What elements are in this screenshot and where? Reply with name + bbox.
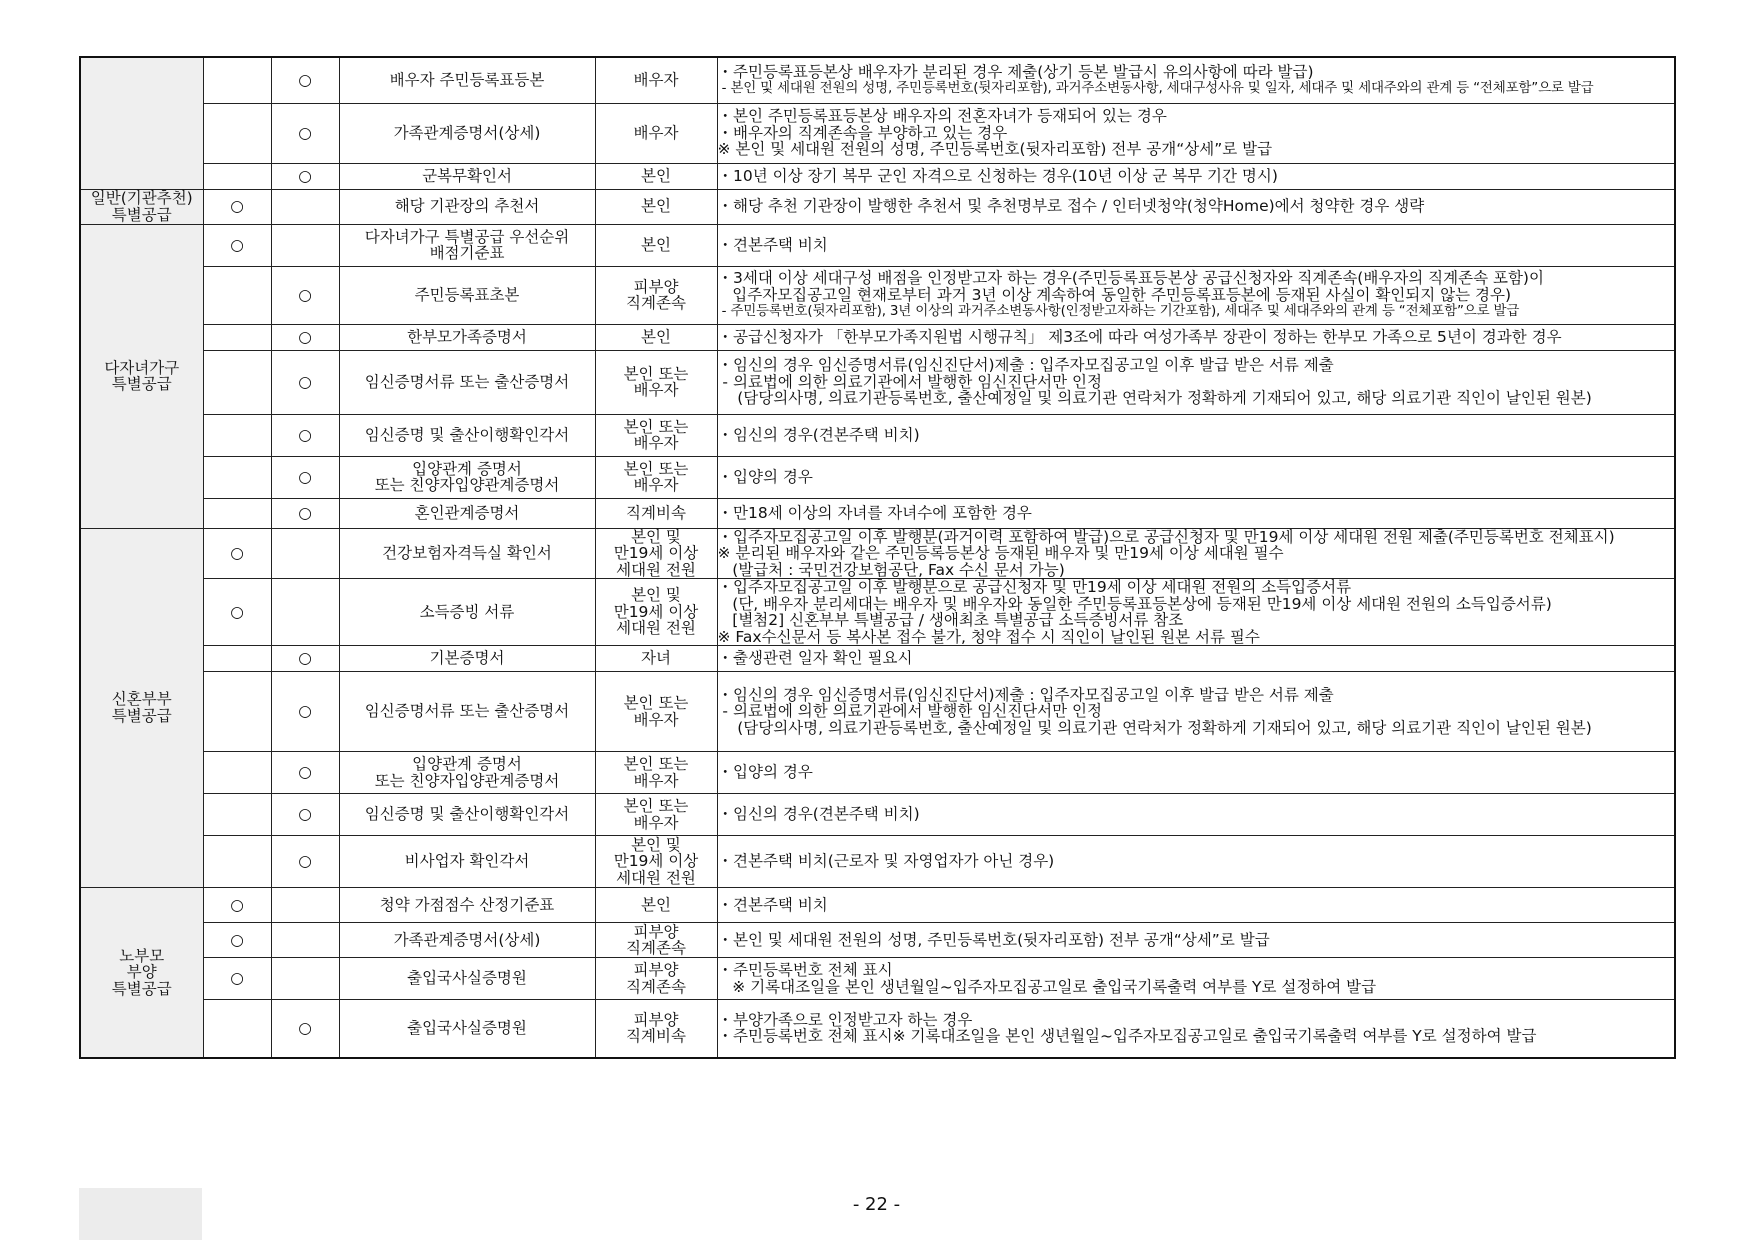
category-label: 특별공급 — [111, 706, 172, 725]
target-person: 본인 — [595, 163, 717, 189]
table-row — [80, 794, 1675, 836]
category-cell — [80, 528, 203, 888]
mark-col-2: ○ — [271, 414, 339, 456]
target-person: 본인 — [595, 189, 717, 224]
document-name: 임신증명 및 출산이행확인각서 — [339, 414, 595, 456]
mark-col-1 — [203, 266, 271, 324]
note-line: ・견본주택 비치 — [717, 235, 828, 254]
table-row — [80, 1000, 1675, 1058]
mark-col-1 — [203, 794, 271, 836]
mark-col-1: ○ — [203, 958, 271, 1000]
note-line: ・만18세 이상의 자녀를 자녀수에 포함한 경우 — [717, 503, 1032, 522]
target-person: 본인 또는 배우자 — [595, 794, 717, 836]
target-person: 본인 및 만19세 이상 세대원 전원 — [595, 836, 717, 888]
note-line: ・출생관련 일자 확인 필요시 — [717, 649, 913, 668]
mark-col-1 — [203, 646, 271, 672]
table-row — [80, 350, 1675, 414]
document-name: 배우자 주민등록표등본 — [339, 57, 595, 103]
note-cell — [717, 57, 1675, 103]
table-row — [80, 456, 1675, 498]
note-line: (담당의사명, 의료기관등록번호, 출산예정일 및 의료기관 연락처가 정확하게 기재되어 있고, 해당 의료기관 직인이 날인된 원본) — [717, 389, 1592, 408]
note-line: - 주민등록번호(뒷자리포함), 3년 이상의 과거주소변동사항(인정받고자하는 기간포함), 세대주 및 세대주와의 관계 등 “전체포함”으로 발급 — [717, 303, 1520, 320]
document-name: 출입국사실증명원 — [339, 1000, 595, 1058]
document-name: 청약 가점점수 산정기준표 — [339, 888, 595, 923]
mark-col-1 — [203, 836, 271, 888]
note-line: ・부양가족으로 인정받고자 하는 경우 — [717, 1010, 973, 1029]
note-line: ・본인 주민등록표등본상 배우자의 전혼자녀가 등재되어 있는 경우 — [717, 107, 1167, 126]
mark-col-2: ○ — [271, 1000, 339, 1058]
mark-col-1: ○ — [203, 224, 271, 266]
category-label: 다자녀가구 — [104, 358, 180, 377]
category-label: 일반(기관추천) — [90, 189, 193, 207]
note-line: ・입양의 경우 — [717, 467, 813, 486]
document-name: 한부모가족증명서 — [339, 324, 595, 350]
document-name: 가족관계증명서(상세) — [339, 103, 595, 163]
note-line: ・임신의 경우(견본주택 비치) — [717, 425, 920, 444]
category-label: 특별공급 — [111, 979, 172, 998]
note-line: - 의료법에 의한 의료기관에서 발행한 임신진단서만 인정 — [717, 702, 1102, 721]
note-line: ・주민등록번호 전체 표시※ 기록대조일을 본인 생년월일~입주자모집공고일로 출입국기록출력 여부를 Y로 설정하여 발급 — [717, 1027, 1537, 1046]
note-line: ・입주자모집공고일 이후 발행분으로 공급신청자 및 만19세 이상 세대원 전원의 소득입증서류 — [717, 578, 1352, 596]
mark-col-1 — [203, 163, 271, 189]
mark-col-2: ○ — [271, 836, 339, 888]
note-line: ・주민등록번호 전체 표시 — [717, 961, 893, 979]
category-cell — [80, 888, 203, 1058]
note-line: ・주민등록표등본상 배우자가 분리된 경우 제출(상기 등본 발급시 유의사항에 따라 발급) — [717, 62, 1314, 81]
target-person: 본인 — [595, 888, 717, 923]
mark-col-1 — [203, 350, 271, 414]
document-name: 군복무확인서 — [339, 163, 595, 189]
table-row — [80, 579, 1675, 646]
note-cell — [717, 794, 1675, 836]
note-cell — [717, 414, 1675, 456]
document-name: 기본증명서 — [339, 646, 595, 672]
mark-col-1 — [203, 498, 271, 528]
mark-col-2: ○ — [271, 672, 339, 752]
mark-col-2: ○ — [271, 456, 339, 498]
target-person: 자녀 — [595, 646, 717, 672]
mark-col-2: ○ — [271, 498, 339, 528]
note-line: ・임신의 경우 임신증명서류(임신진단서)제출 : 입주자모집공고일 이후 발급 받은 서류 제출 — [717, 356, 1334, 375]
mark-col-1 — [203, 1000, 271, 1058]
document-name: 입양관계 증명서 또는 친양자입양관계증명서 — [339, 456, 595, 498]
mark-col-1 — [203, 672, 271, 752]
table-row — [80, 163, 1675, 189]
target-person: 피부양 직계존속 — [595, 923, 717, 958]
document-name: 가족관계증명서(상세) — [339, 923, 595, 958]
note-cell — [717, 836, 1675, 888]
mark-col-1: ○ — [203, 189, 271, 224]
mark-col-2 — [271, 958, 339, 1000]
document-name: 주민등록표초본 — [339, 266, 595, 324]
mark-col-2 — [271, 528, 339, 579]
page-number: - 22 - — [852, 1194, 901, 1215]
target-person: 직계비속 — [595, 498, 717, 528]
document-name: 건강보험자격득실 확인서 — [339, 528, 595, 579]
table-row — [80, 958, 1675, 1000]
document-name: 다자녀가구 특별공급 우선순위 배점기준표 — [339, 224, 595, 266]
mark-col-2 — [271, 923, 339, 958]
note-line: (담당의사명, 의료기관등록번호, 출산예정일 및 의료기관 연락처가 정확하게 기재되어 있고, 해당 의료기관 직인이 날인된 원본) — [717, 718, 1592, 737]
note-cell — [717, 646, 1675, 672]
note-line: ・입양의 경우 — [717, 763, 813, 782]
table-row — [80, 266, 1675, 324]
target-person: 본인 — [595, 224, 717, 266]
document-name: 혼인관계증명서 — [339, 498, 595, 528]
note-cell — [717, 324, 1675, 350]
document-name: 소득증빙 서류 — [339, 579, 595, 646]
target-person: 본인 또는 배우자 — [595, 752, 717, 794]
table-row — [80, 224, 1675, 266]
target-person: 본인 및 만19세 이상 세대원 전원 — [595, 579, 717, 646]
mark-col-2: ○ — [271, 324, 339, 350]
table-row — [80, 672, 1675, 752]
note-cell — [717, 958, 1675, 1000]
note-line: ・본인 및 세대원 전원의 성명, 주민등록번호(뒷자리포함) 전부 공개“상세”로 발급 — [717, 930, 1270, 949]
target-person: 피부양 직계비속 — [595, 1000, 717, 1058]
document-name: 입양관계 증명서 또는 친양자입양관계증명서 — [339, 752, 595, 794]
target-person: 피부양 직계존속 — [595, 958, 717, 1000]
note-line: ・10년 이상 장기 복무 군인 자격으로 신청하는 경우(10년 이상 군 복무 기간 명시) — [717, 166, 1278, 185]
note-cell — [717, 350, 1675, 414]
table-row — [80, 646, 1675, 672]
note-line: ・공급신청자가 「한부모가족지원법 시행규칙」 제3조에 따라 여성가족부 장관이 정하는 한부모 가족으로 5년이 경과한 경우 — [717, 327, 1562, 346]
table-row — [80, 923, 1675, 958]
document-name: 임신증명서류 또는 출산증명서 — [339, 672, 595, 752]
target-person: 본인 또는 배우자 — [595, 414, 717, 456]
table-row — [80, 324, 1675, 350]
document-name: 출입국사실증명원 — [339, 958, 595, 1000]
note-line: ・배우자의 직계존속을 부양하고 있는 경우 — [717, 123, 1008, 142]
note-cell — [717, 103, 1675, 163]
note-cell — [717, 579, 1675, 646]
note-cell — [717, 752, 1675, 794]
note-line: - 본인 및 세대원 전원의 성명, 주민등록번호(뒷자리포함), 과거주소변동사항, 세대구성사유 및 일자, 세대주 및 세대주와의 관계 등 “전체포함”으로 발급 — [717, 80, 1594, 97]
note-cell — [717, 888, 1675, 923]
category-label: 특별공급 — [111, 205, 172, 224]
note-line: (발급처 : 국민건강보험공단, Fax 수신 문서 가능) — [717, 560, 1065, 579]
note-cell — [717, 224, 1675, 266]
note-line: (단, 배우자 분리세대는 배우자 및 배우자와 동일한 주민등록표등본상에 등재된 만19세 이상 세대원 전원의 소득입증서류) — [717, 594, 1552, 613]
category-label: 부양 — [126, 963, 157, 981]
mark-col-1 — [203, 414, 271, 456]
note-cell — [717, 923, 1675, 958]
note-line: ・3세대 이상 세대구성 배점을 인정받고자 하는 경우(주민등록표등본상 공급신청자와 직계존속(배우자의 직계존속 포함)이 — [717, 269, 1544, 288]
mark-col-1 — [203, 57, 271, 103]
table-row — [80, 752, 1675, 794]
document-name: 해당 기관장의 추천서 — [339, 189, 595, 224]
required-documents-table — [79, 56, 1676, 1059]
note-line: ※ Fax수신문서 등 복사본 접수 불가, 청약 접수 시 직인이 날인된 원본 서류 필수 — [717, 627, 1260, 646]
mark-col-1 — [203, 103, 271, 163]
mark-col-2: ○ — [271, 163, 339, 189]
mark-col-1: ○ — [203, 528, 271, 579]
note-cell — [717, 528, 1675, 579]
mark-col-1: ○ — [203, 923, 271, 958]
note-line: - 의료법에 의한 의료기관에서 발행한 임신진단서만 인정 — [717, 372, 1102, 391]
mark-col-2: ○ — [271, 646, 339, 672]
mark-col-2: ○ — [271, 57, 339, 103]
category-cell — [80, 57, 203, 189]
note-line: [별첨2] 신혼부부 특별공급 / 생애최초 특별공급 소득증빙서류 참조 — [717, 611, 1184, 629]
note-line: 입주자모집공고일 현재로부터 과거 3년 이상 계속하여 동일한 주민등록표등본에 등재된 사실이 확인되지 않는 경우) — [717, 285, 1512, 304]
mark-col-2 — [271, 224, 339, 266]
note-line: ・해당 추천 기관장이 발행한 추천서 및 추천명부로 접수 / 인터넷청약(청약Home)에서 청약한 경우 생략 — [717, 197, 1425, 216]
target-person: 본인 — [595, 324, 717, 350]
mark-col-2 — [271, 888, 339, 923]
table-row — [80, 498, 1675, 528]
note-cell — [717, 189, 1675, 224]
document-name: 비사업자 확인각서 — [339, 836, 595, 888]
target-person: 배우자 — [595, 103, 717, 163]
mark-col-2: ○ — [271, 350, 339, 414]
table-row — [80, 189, 1675, 224]
mark-col-2 — [271, 189, 339, 224]
category-cell — [80, 224, 203, 528]
mark-col-2: ○ — [271, 794, 339, 836]
mark-col-2: ○ — [271, 752, 339, 794]
target-person: 본인 및 만19세 이상 세대원 전원 — [595, 528, 717, 579]
note-line: ・임신의 경우(견본주택 비치) — [717, 805, 920, 824]
mark-col-1 — [203, 752, 271, 794]
table-row — [80, 528, 1675, 579]
note-cell — [717, 456, 1675, 498]
note-line: ・견본주택 비치 — [717, 895, 828, 914]
note-line: ※ 본인 및 세대원 전원의 성명, 주민등록번호(뒷자리포함) 전부 공개“상세”로 발급 — [717, 140, 1273, 159]
note-line: ・견본주택 비치(근로자 및 자영업자가 아닌 경우) — [717, 852, 1055, 871]
target-person: 본인 또는 배우자 — [595, 350, 717, 414]
document-name: 임신증명서류 또는 출산증명서 — [339, 350, 595, 414]
note-line: ※ 분리된 배우자와 같은 주민등록등본상 등재된 배우자 및 만19세 이상 세대원 필수 — [717, 544, 1284, 562]
note-cell — [717, 163, 1675, 189]
mark-col-2 — [271, 579, 339, 646]
table-row — [80, 888, 1675, 923]
category-label: 신혼부부 — [111, 690, 172, 709]
mark-col-1: ○ — [203, 888, 271, 923]
note-line: ・입주자모집공고일 이후 발행분(과거이력 포함하여 발급)으로 공급신청자 및 만19세 이상 세대원 전원 제출(주민등록번호 전체표시) — [717, 527, 1615, 546]
category-label: 특별공급 — [111, 375, 172, 393]
target-person: 피부양 직계존속 — [595, 266, 717, 324]
category-cell — [80, 189, 203, 224]
mark-col-1 — [203, 324, 271, 350]
document-name: 임신증명 및 출산이행확인각서 — [339, 794, 595, 836]
table-row — [80, 103, 1675, 163]
target-person: 배우자 — [595, 57, 717, 103]
mark-col-1: ○ — [203, 579, 271, 646]
note-line: ・임신의 경우 임신증명서류(임신진단서)제출 : 입주자모집공고일 이후 발급 받은 서류 제출 — [717, 685, 1334, 704]
note-cell — [717, 672, 1675, 752]
target-person: 본인 또는 배우자 — [595, 672, 717, 752]
note-line: ※ 기록대조일을 본인 생년월일~입주자모집공고일로 출입국기록출력 여부를 Y로 설정하여 발급 — [717, 977, 1377, 996]
table-row — [80, 414, 1675, 456]
target-person: 본인 또는 배우자 — [595, 456, 717, 498]
mark-col-2: ○ — [271, 266, 339, 324]
mark-col-1 — [203, 456, 271, 498]
category-label: 노부모 — [119, 946, 165, 965]
note-cell — [717, 498, 1675, 528]
note-cell — [717, 266, 1675, 324]
mark-col-2: ○ — [271, 103, 339, 163]
table-row — [80, 57, 1675, 103]
note-cell — [717, 1000, 1675, 1058]
table-row — [80, 836, 1675, 888]
